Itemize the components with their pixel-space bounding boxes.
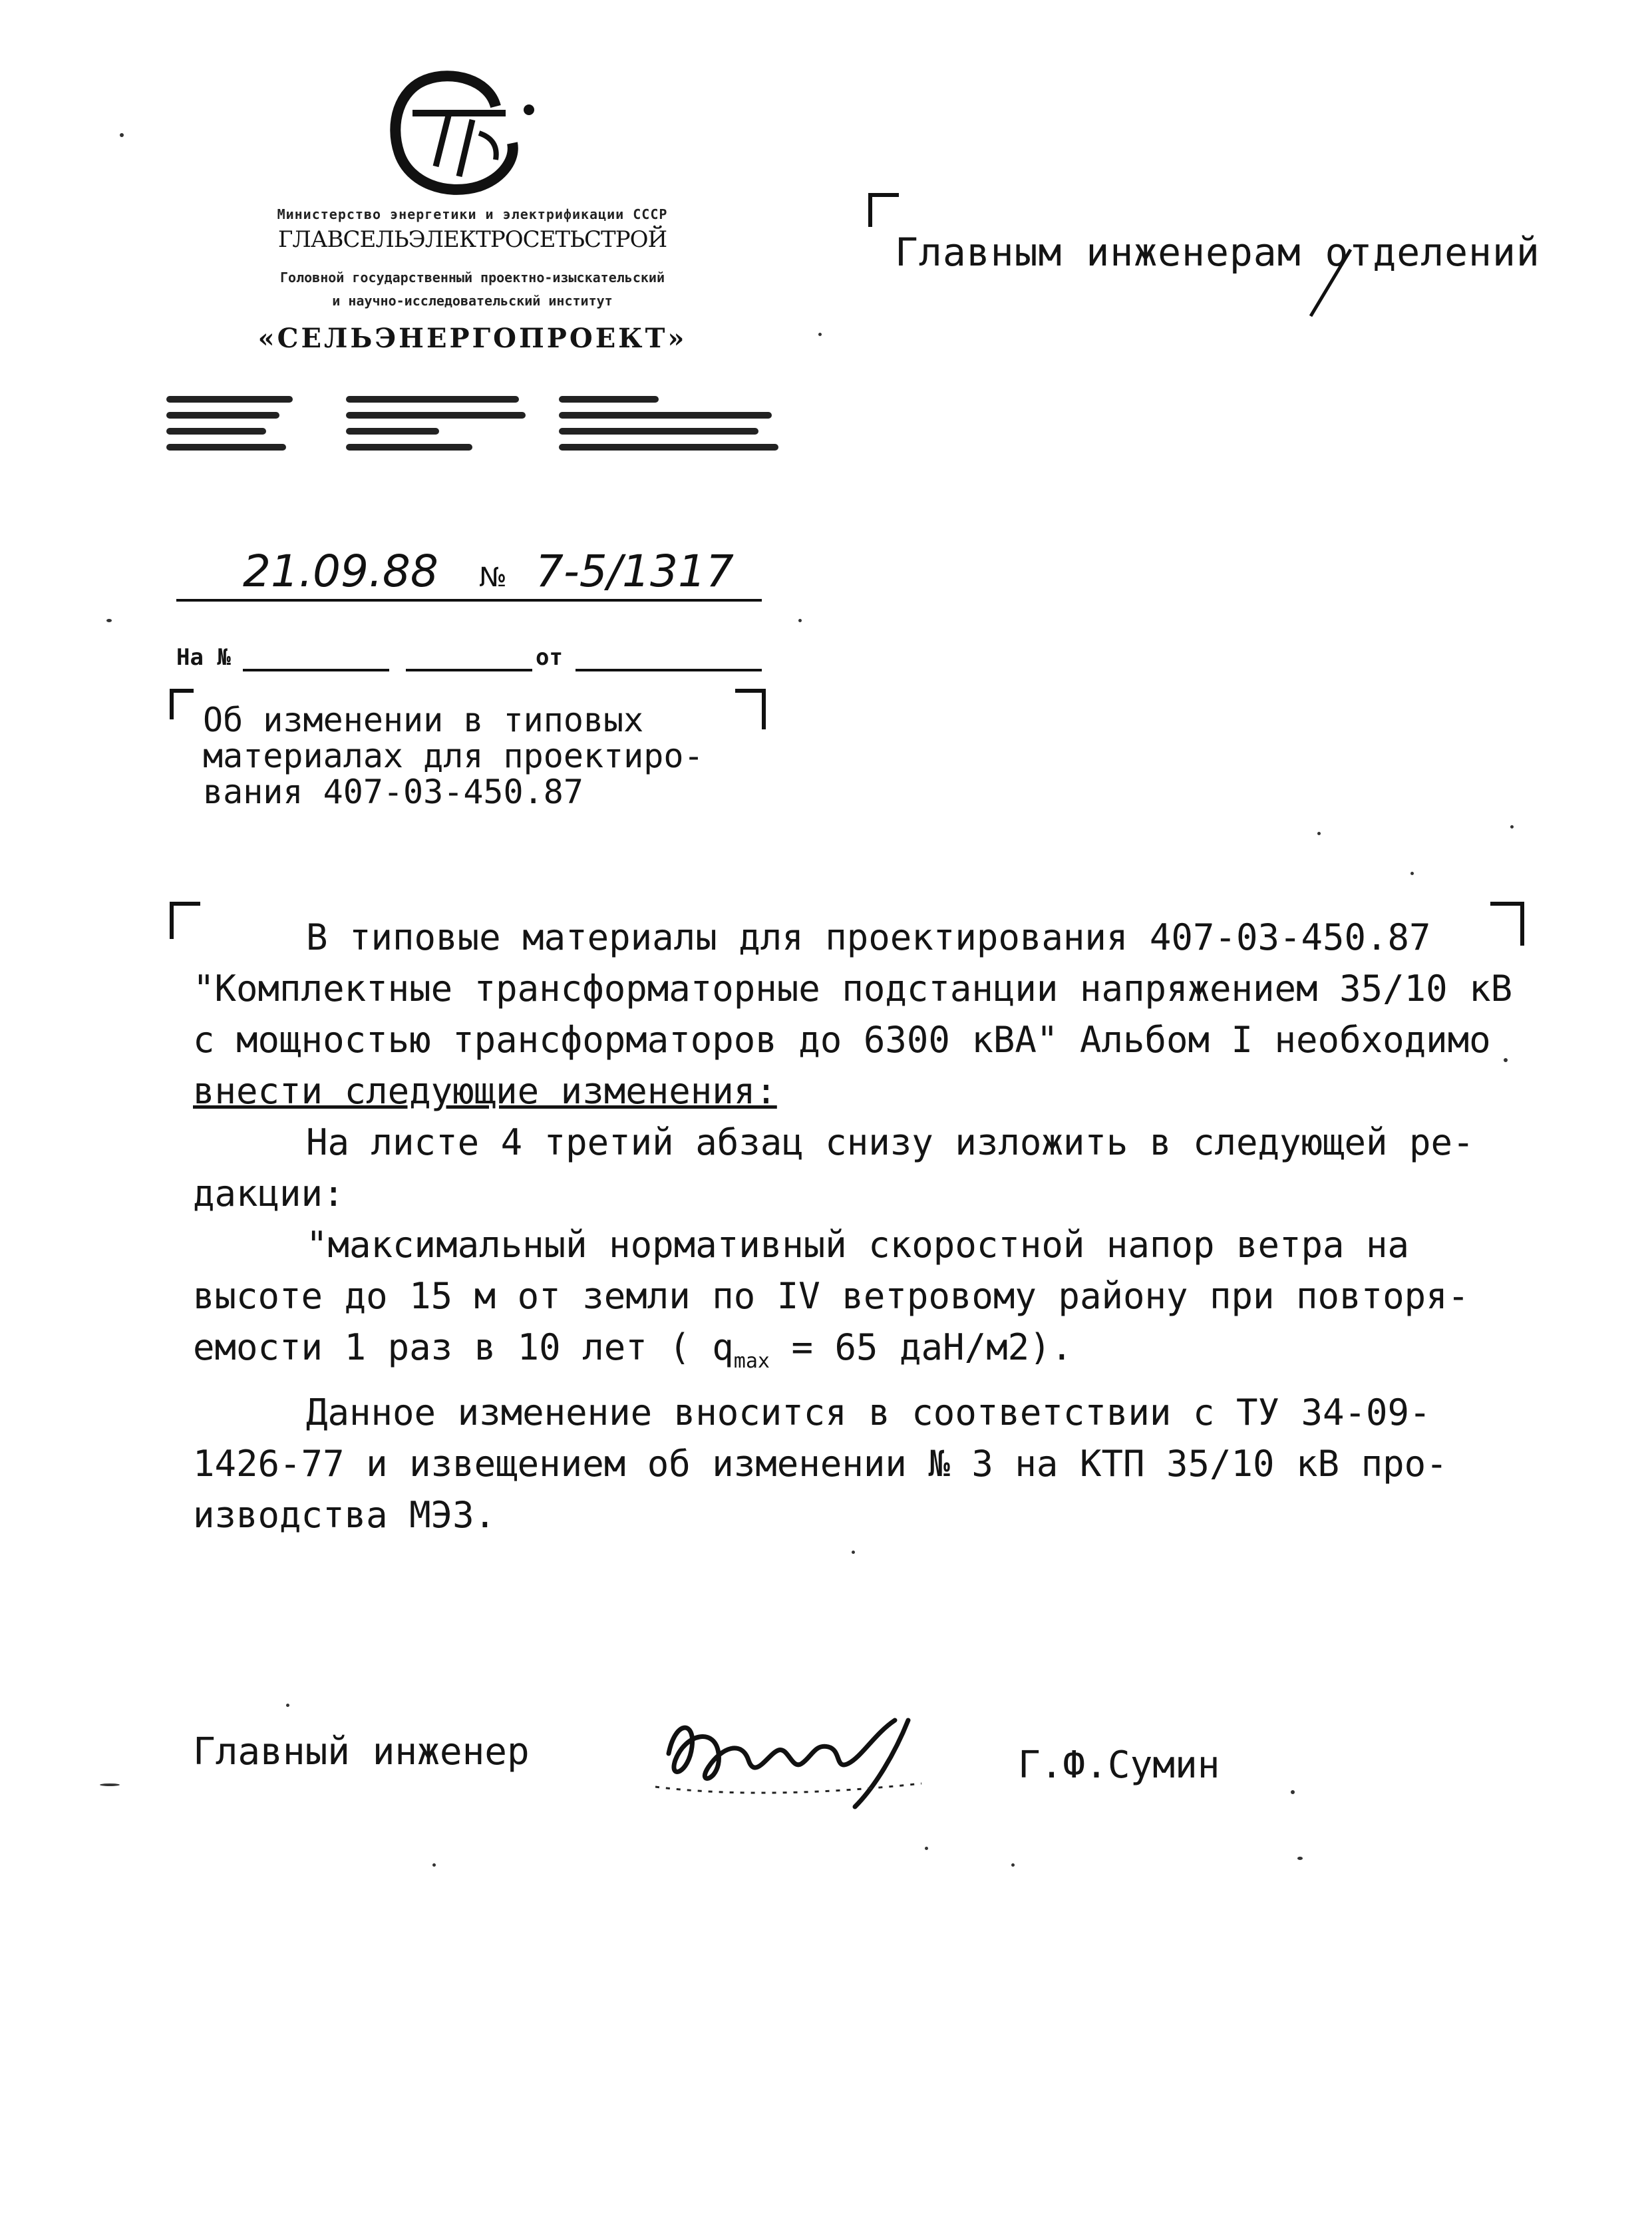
address-column-3: [559, 396, 778, 460]
body-line: внести следующие изменения:: [193, 1070, 777, 1112]
institute-line-2: и научно-исследовательский институт: [332, 293, 613, 309]
body-line: изводства МЭЗ.: [193, 1493, 496, 1536]
scan-speck: [1291, 1790, 1295, 1794]
reply-ref-from: от: [536, 644, 563, 671]
scan-speck: [1011, 1863, 1015, 1867]
signatory-title: Главный инженер: [193, 1730, 530, 1773]
address-column-2: [346, 396, 532, 460]
registration-line: [176, 546, 775, 606]
scan-speck: [818, 333, 822, 336]
main-directorate: ГЛАВСЕЛЬЭЛЕКТРОСЕТЬСТРОЙ: [277, 226, 667, 253]
institute-logo: [373, 67, 546, 206]
reply-reference-line: [176, 639, 775, 679]
body-line-end: = 65 даН/м2).: [769, 1326, 1073, 1368]
institute-line-1: Головной государственный проектно-изыскательский: [280, 270, 665, 285]
body-line: с мощностью трансформаторов до 6300 кВА" Альбом I необходимо: [193, 1019, 1491, 1061]
scan-speck: [1297, 1857, 1303, 1860]
body-line: 1426-77 и извещением об изменении № 3 на КТП 35/10 кВ про-: [193, 1442, 1448, 1485]
registration-date: 21.09.88: [243, 546, 438, 597]
address-column-1: [166, 396, 299, 460]
recipient-corner-mark: [868, 193, 899, 227]
formula-subscript: max: [733, 1349, 770, 1373]
institute-name: «СЕЛЬЭНЕРГОПРОЕКТ»: [257, 323, 687, 354]
body-line: емости 1 раз в 10 лет ( q: [193, 1326, 734, 1368]
letter-body: [193, 912, 1513, 1541]
handwritten-signature: [655, 1707, 935, 1813]
subject-corner-right: [735, 689, 766, 729]
scan-speck: [432, 1863, 436, 1867]
scan-speck: [798, 619, 802, 622]
ministry-line: Министерство энергетики и электрификации СССР: [277, 206, 668, 222]
body-line: На листе 4 третий абзац снизу изложить в следующей ре-: [306, 1121, 1474, 1163]
body-line: В типовые материалы для проектирования 407-03-450.87: [306, 916, 1431, 958]
scan-speck: [120, 133, 124, 137]
recipient-slash-mark: [1304, 246, 1357, 319]
body-line: дакции:: [193, 1173, 345, 1214]
scan-speck: [1410, 872, 1414, 875]
registration-number: 7-5/1317: [536, 546, 734, 597]
signatory-name: Г.Ф.Сумин: [1018, 1744, 1220, 1787]
scan-speck: [286, 1704, 289, 1707]
body-line: "Комплектные трансформаторные подстанции напряжением 35/10 кВ: [193, 968, 1513, 1010]
reply-ref-prefix: На №: [176, 644, 231, 671]
scan-speck: [100, 1783, 120, 1786]
body-line: Данное изменение вносится в соответствии с ТУ 34-09-: [306, 1391, 1431, 1433]
recipient: Главным инженерам отделений: [895, 230, 1540, 275]
scan-speck: [106, 619, 112, 622]
scan-speck: [925, 1847, 928, 1850]
body-line-with-formula: [193, 1322, 1497, 1387]
body-line: высоте до 15 м от земли по IV ветровому району при повторя-: [193, 1275, 1470, 1317]
registration-number-prefix: №: [479, 562, 507, 593]
scan-speck: [1510, 825, 1514, 829]
letter-subject: Об изменении в типовых материалах для проектиро- вания 407-03-450.87: [203, 701, 704, 811]
scan-speck: [1504, 1058, 1508, 1062]
scan-speck: [852, 1551, 855, 1554]
scan-speck: [1317, 832, 1321, 835]
subject-corner-left: [170, 689, 194, 719]
body-line: "максимальный нормативный скоростной напор ветра на: [306, 1224, 1410, 1266]
